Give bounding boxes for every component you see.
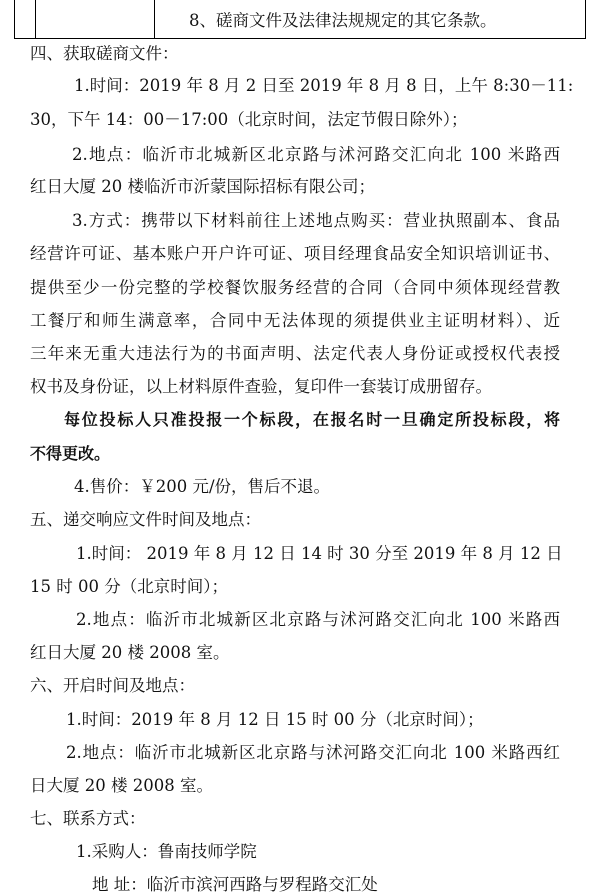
section-5-place-line-2: 红日大厦 20 楼 2008 室。: [30, 643, 230, 662]
section-6-heading: 六、开启时间及地点：: [30, 676, 195, 695]
table-cell-category: [36, 0, 155, 38]
section-6-place-line-1: 2.地点：临沂市北城新区北京路与沭河路交汇向北 100 米路西红: [66, 743, 560, 762]
section-4-price: 4.售价：￥200 元/份，售后不退。: [74, 477, 331, 496]
section-4-time-line-1: 1.时间：2019 年 8 月 2 日至 2019 年 8 月 8 日，上午 8:30－11:: [74, 76, 574, 95]
section-4-method-line-5: 三年来无重大违法行为的书面声明、法定代表人身份证或授权代表授: [30, 344, 560, 363]
section-7-heading: 七、联系方式：: [30, 809, 146, 828]
section-6-time: 1.时间：2019 年 8 月 12 日 15 时 00 分（北京时间）；: [66, 710, 484, 729]
section-6-place-line-2: 日大厦 20 楼 2008 室。: [30, 776, 213, 795]
section-4-place-line-2: 红日大厦 20 楼临沂市沂蒙国际招标有限公司；: [30, 177, 375, 196]
section-5-time-line-2: 15 时 00 分（北京时间）；: [30, 577, 228, 596]
section-4-method-line-6: 权书及身份证，以上材料原件查验，复印件一套装订成册留存。: [30, 377, 492, 396]
section-4-method-line-4: 工餐厅和师生满意率，合同中无法体现的须提供业主证明材料）、近: [30, 311, 560, 330]
table-cell-content: [155, 0, 585, 38]
section-4-method-line-2: 经营许可证、基本账户开户许可证、项目经理食品安全知识培训证书、: [30, 244, 560, 263]
section-5-place-line-1: 2.地点：临沂市北城新区北京路与沭河路交汇向北 100 米路西: [76, 610, 560, 629]
section-7-address: 地 址：临沂市滨河西路与罗程路交汇处: [92, 875, 378, 894]
section-4-heading: 四、获取磋商文件：: [30, 44, 179, 63]
bid-restriction-line-2: 不得更改。: [30, 444, 111, 463]
clause-item-8: 8、磋商文件及法律法规规定的其它条款。: [189, 11, 497, 30]
bid-restriction-line-1: 每位投标人只准投报一个标段，在报名时一旦确定所投标段，将: [64, 410, 560, 429]
section-4-place-line-1: 2.地点：临沂市北城新区北京路与沭河路交汇向北 100 米路西: [72, 145, 560, 164]
section-5-heading: 五、递交响应文件时间及地点：: [30, 510, 261, 529]
table-cell-index: [15, 0, 36, 38]
section-4-time-line-2: 30，下午 14：00－17:00（北京时间，法定节假日除外）；: [30, 110, 468, 129]
section-4-method-line-1: 3.方式：携带以下材料前往上述地点购买：营业执照副本、食品: [72, 211, 560, 230]
table-row: [14, 0, 586, 39]
section-7-buyer: 1.采购人：鲁南技师学院: [76, 842, 257, 861]
section-4-method-line-3: 提供至少一份完整的学校餐饮服务经营的合同（合同中须体现经营教: [30, 278, 560, 297]
section-5-time-line-1: 1.时间： 2019 年 8 月 12 日 14 时 30 分至 2019 年 8 月 12 日: [76, 544, 563, 563]
